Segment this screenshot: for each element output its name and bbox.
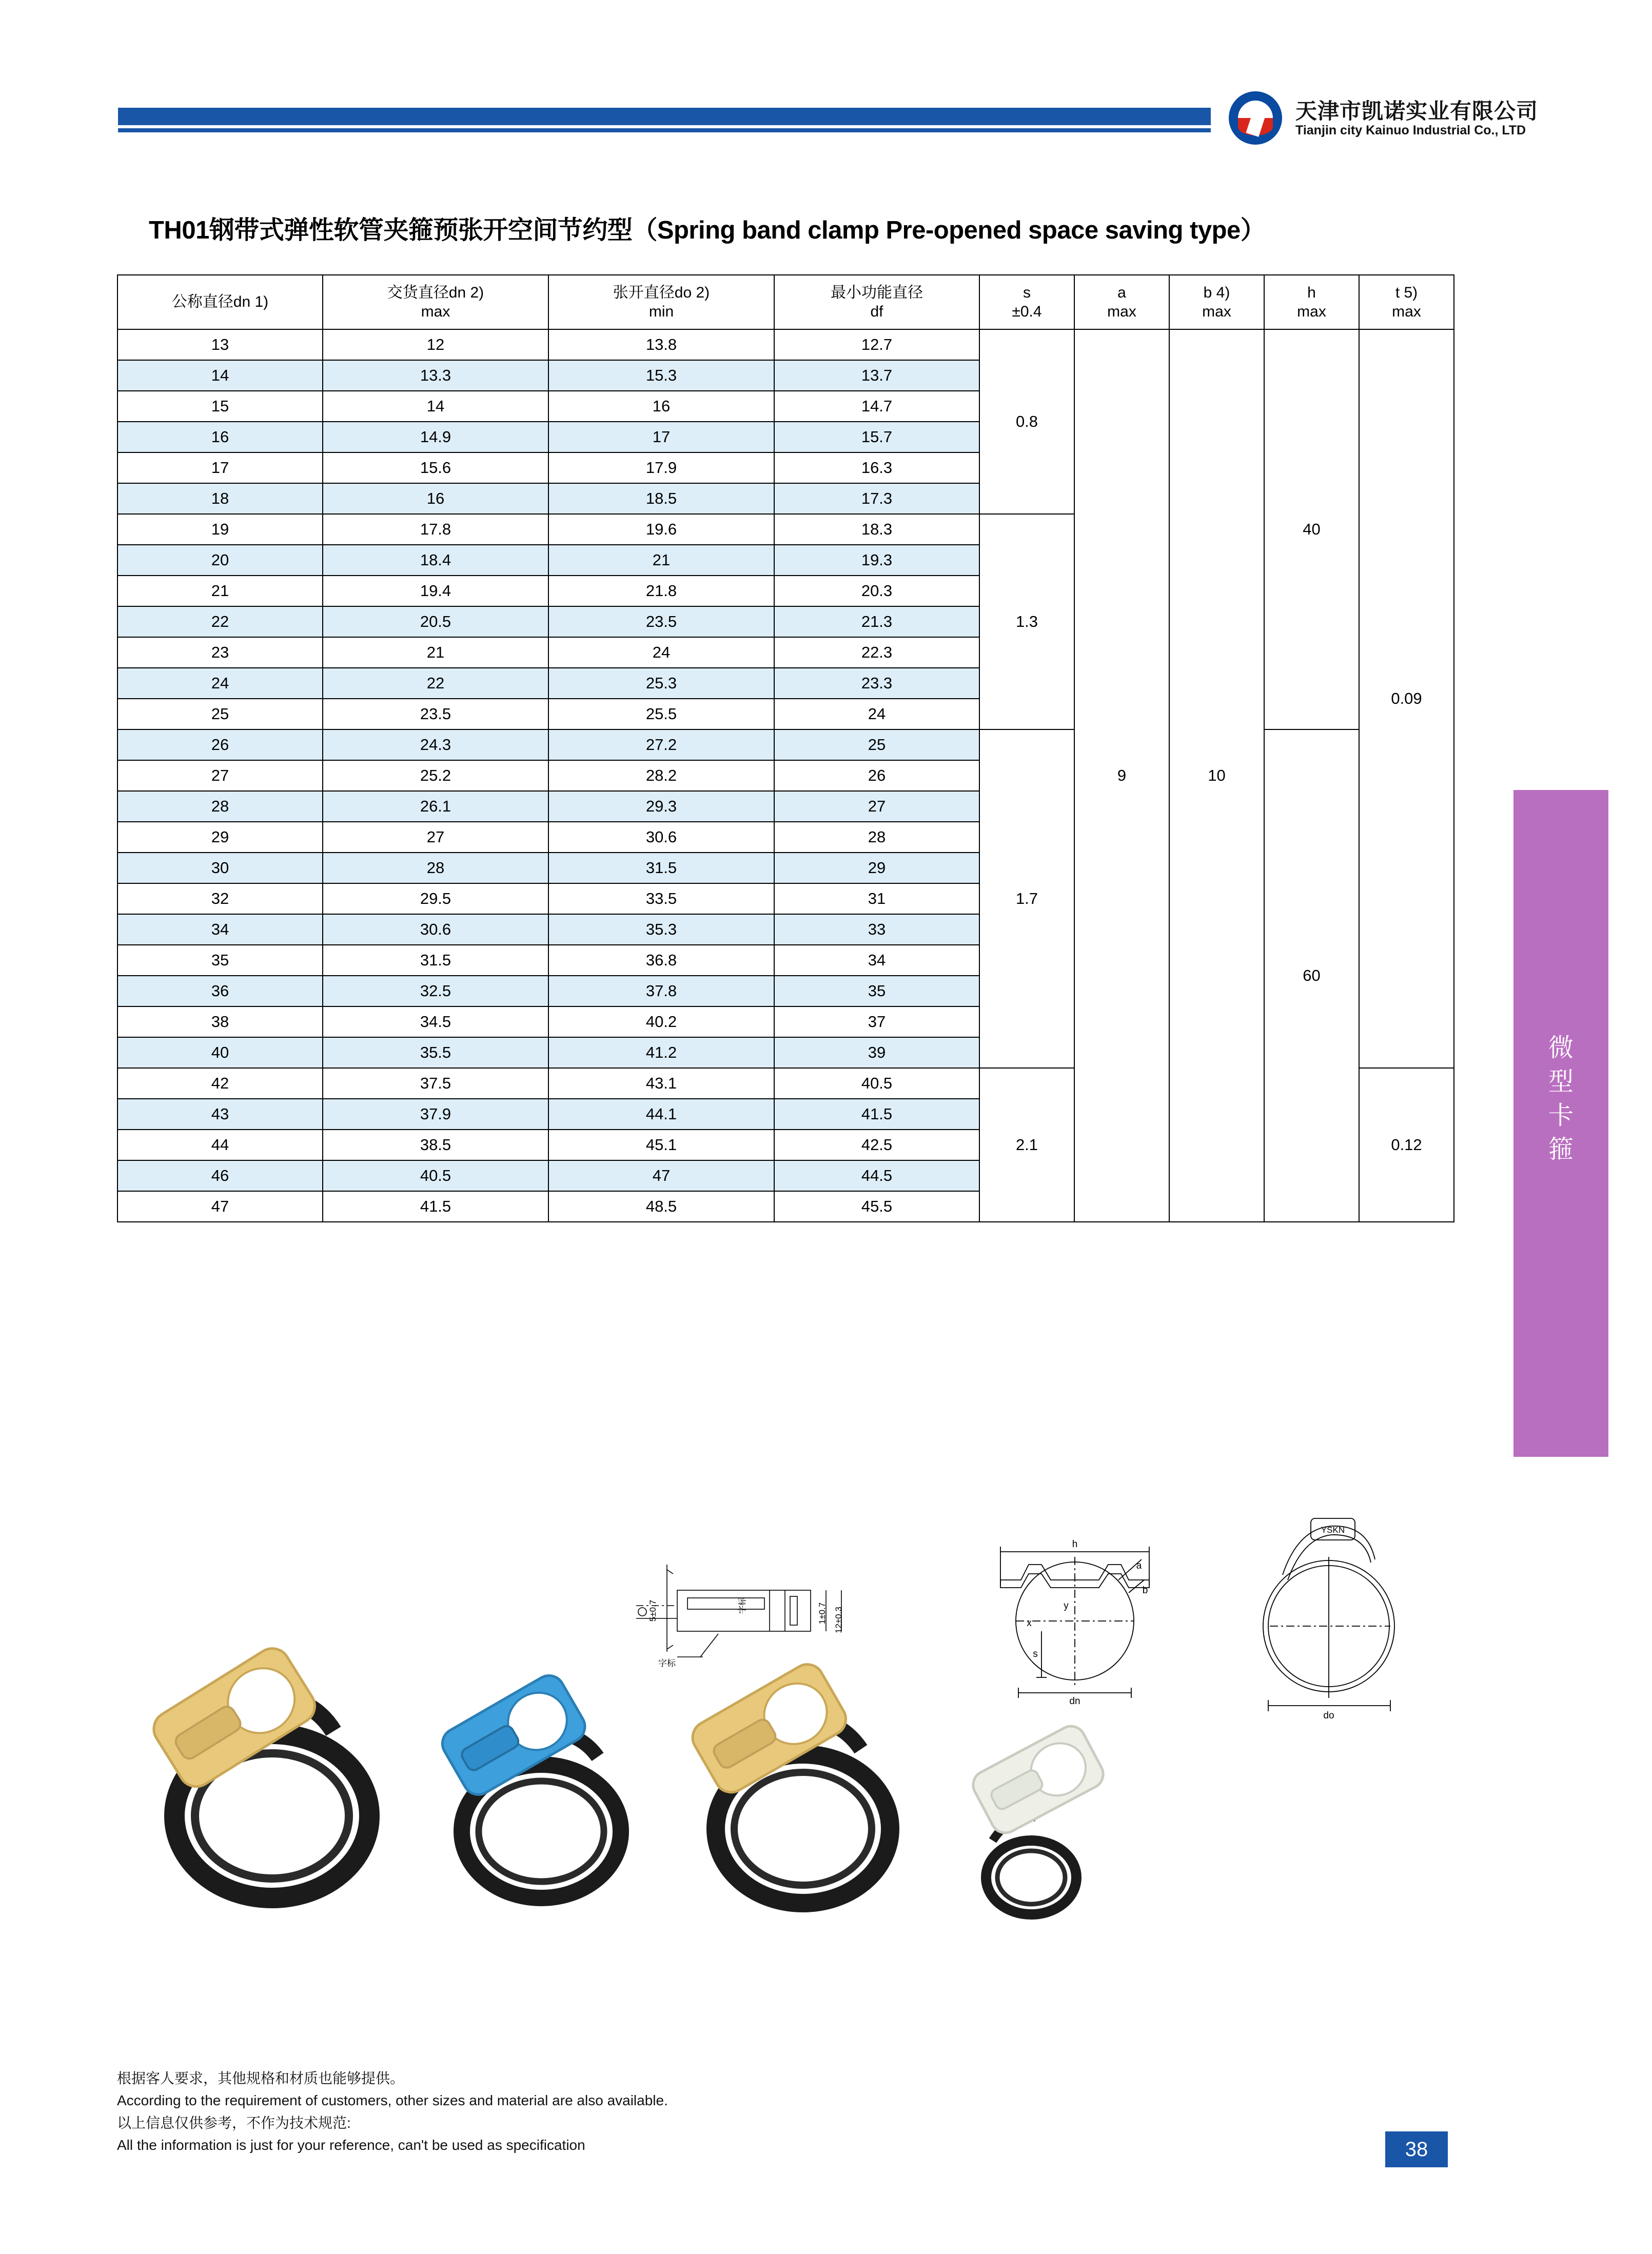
cell-do_min: 35.3 [548,914,774,945]
cell-dn: 21 [117,576,323,606]
cell-dn: 42 [117,1068,323,1099]
cell-df: 26 [774,760,979,791]
zibiao-label-1: 字标 [658,1658,676,1668]
cell-dn: 38 [117,1006,323,1037]
cell-dn_max: 14 [323,391,548,422]
cell-dn_max: 29.5 [323,883,548,914]
table-header-row [117,275,1454,329]
table-body [117,329,1454,1222]
cell-dn_max: 28 [323,853,548,883]
cell-dn_max: 31.5 [323,945,548,976]
cell-dn_max: 35.5 [323,1037,548,1068]
col-header-df: 最小功能直径 df [774,275,979,329]
cell-dn: 17 [117,452,323,483]
dim-1-label: 1±0.7 [817,1602,827,1625]
dim-y-label: y [1064,1600,1069,1611]
dim-5-label: 5±0.7 [648,1599,658,1622]
cell-dn_max: 26.1 [323,791,548,822]
zibiao-label-2: 字标 [738,1597,747,1614]
cell-df: 20.3 [774,576,979,606]
cell-dn: 46 [117,1160,323,1191]
cell-dn_max: 18.4 [323,545,548,576]
cell-df: 22.3 [774,637,979,668]
drawing-clamp-section [965,1503,1190,1729]
cell-df: 14.7 [774,391,979,422]
product-figures [0,1472,1652,2042]
cell-df: 44.5 [774,1160,979,1191]
cell-do_min: 16 [548,391,774,422]
cell-dn_max: 15.6 [323,452,548,483]
col-header-t: t 5) max [1359,275,1454,329]
cell-s: 1.3 [979,514,1074,729]
cell-df: 24 [774,699,979,729]
cell-dn: 27 [117,760,323,791]
col-header-a: a max [1074,275,1169,329]
cell-do_min: 23.5 [548,606,774,637]
col-header-h: h max [1264,275,1359,329]
cell-dn_max: 30.6 [323,914,548,945]
side-tab [1513,790,1608,1457]
dim-a-label: a [1136,1560,1142,1571]
footer-line-3: 以上信息仅供参考，不作为技术规范: [117,2114,351,2131]
cell-t: 0.09 [1359,329,1454,1068]
cell-do_min: 30.6 [548,822,774,853]
cell-dn_max: 24.3 [323,729,548,760]
cell-dn: 16 [117,422,323,452]
header-blue-bar [118,108,1211,125]
cell-do_min: 27.2 [548,729,774,760]
cell-dn_max: 38.5 [323,1130,548,1160]
company-name-en: Tianjin city Kainuo Industrial Co., LTD [1295,123,1526,137]
dim-b-label: b [1142,1585,1148,1596]
cell-do_min: 41.2 [548,1037,774,1068]
cell-df: 33 [774,914,979,945]
cell-dn_max: 40.5 [323,1160,548,1191]
side-tab-char: 卡 [1548,1102,1574,1130]
cell-do_min: 29.3 [548,791,774,822]
company-name-cn: 天津市凯诺实业有限公司 [1295,99,1539,123]
cell-do_min: 17 [548,422,774,452]
cell-dn: 19 [117,514,323,545]
dim-do-label: do [1323,1710,1334,1721]
cell-dn: 15 [117,391,323,422]
cell-dn: 24 [117,668,323,699]
cell-t: 0.12 [1359,1068,1454,1222]
cell-dn: 44 [117,1130,323,1160]
col-header-dn: 公称直径dn 1) [117,275,323,329]
cell-dn: 20 [117,545,323,576]
spec-table [117,274,1454,1222]
cell-dn: 32 [117,883,323,914]
cell-s: 0.8 [979,329,1074,514]
page-header [0,87,1652,149]
cell-df: 34 [774,945,979,976]
cell-dn: 43 [117,1099,323,1130]
cell-h: 60 [1264,729,1359,1222]
cell-dn_max: 12 [323,329,548,360]
cell-df: 16.3 [774,452,979,483]
cell-dn_max: 32.5 [323,976,548,1006]
dim-12-label: 12±0.3 [834,1607,843,1633]
side-tab-char: 微 [1548,1034,1574,1062]
cell-dn_max: 22 [323,668,548,699]
product-photo-yellow-mid [662,1636,934,1913]
cell-df: 41.5 [774,1099,979,1130]
cell-dn_max: 13.3 [323,360,548,391]
cell-dn_max: 20.5 [323,606,548,637]
cell-df: 28 [774,822,979,853]
cell-do_min: 43.1 [548,1068,774,1099]
cell-h: 40 [1264,329,1359,729]
cell-dn: 30 [117,853,323,883]
cell-dn_max: 14.9 [323,422,548,452]
cell-dn: 35 [117,945,323,976]
header-blue-bar-thin [118,128,1211,132]
side-tab-char: 型 [1548,1068,1574,1096]
cell-df: 25 [774,729,979,760]
cell-do_min: 37.8 [548,976,774,1006]
cell-df: 27 [774,791,979,822]
page-number: 38 [1385,2131,1448,2167]
cell-do_min: 21.8 [548,576,774,606]
cell-dn_max: 16 [323,483,548,514]
cell-dn: 22 [117,606,323,637]
cell-dn_max: 21 [323,637,548,668]
cell-df: 39 [774,1037,979,1068]
cell-dn: 25 [117,699,323,729]
cell-a: 9 [1074,329,1169,1222]
cell-s: 2.1 [979,1068,1074,1222]
cell-do_min: 47 [548,1160,774,1191]
cell-df: 31 [774,883,979,914]
cell-dn_max: 25.2 [323,760,548,791]
col-header-do-min: 张开直径do 2) min [548,275,774,329]
side-tab-char: 箍 [1548,1136,1574,1164]
cell-do_min: 40.2 [548,1006,774,1037]
cell-dn: 13 [117,329,323,360]
cell-df: 35 [774,976,979,1006]
cell-do_min: 17.9 [548,452,774,483]
cell-do_min: 25.3 [548,668,774,699]
cell-df: 40.5 [774,1068,979,1099]
cell-df: 42.5 [774,1130,979,1160]
col-header-s: s ±0.4 [979,275,1074,329]
cell-do_min: 48.5 [548,1191,774,1222]
cell-dn_max: 34.5 [323,1006,548,1037]
table-row [117,329,1454,360]
cell-s: 1.7 [979,729,1074,1068]
cell-do_min: 45.1 [548,1130,774,1160]
col-header-b: b 4) max [1169,275,1264,329]
cell-dn: 18 [117,483,323,514]
footer-notes [117,2067,1348,2157]
cell-df: 21.3 [774,606,979,637]
cell-do_min: 31.5 [548,853,774,883]
drawing-clamp-assembly [1221,1498,1437,1729]
kainuo-circle-logo-icon [1229,91,1282,145]
cell-df: 13.7 [774,360,979,391]
cell-dn: 34 [117,914,323,945]
cell-b: 10 [1169,329,1264,1222]
dim-h-label: h [1072,1539,1078,1550]
cell-dn_max: 37.9 [323,1099,548,1130]
cell-df: 15.7 [774,422,979,452]
cell-df: 37 [774,1006,979,1037]
cell-dn: 14 [117,360,323,391]
side-tab-label [1513,1031,1608,1167]
cell-df: 17.3 [774,483,979,514]
col-header-dn-max: 交货直径dn 2) max [323,275,548,329]
cell-dn_max: 27 [323,822,548,853]
cell-do_min: 36.8 [548,945,774,976]
cell-df: 12.7 [774,329,979,360]
product-photo-white [944,1708,1144,1924]
cell-df: 19.3 [774,545,979,576]
cell-do_min: 25.5 [548,699,774,729]
product-photo-blue [416,1647,657,1908]
cell-dn_max: 23.5 [323,699,548,729]
company-logo [1229,87,1537,149]
cell-dn: 47 [117,1191,323,1222]
brand-mark-label: YSKN [1321,1525,1345,1535]
dim-x-label: x [1027,1618,1032,1629]
cell-do_min: 28.2 [548,760,774,791]
page-title: TH01钢带式弹性软管夹箍预张开空间节约型（Spring band clamp Pre-opened space saving type） [149,216,1266,244]
footer-line-1: 根据客人要求，其他规格和材质也能够提供。 [117,2070,405,2086]
cell-do_min: 18.5 [548,483,774,514]
cell-dn_max: 37.5 [323,1068,548,1099]
cell-do_min: 15.3 [548,360,774,391]
dim-dn-label: dn [1069,1696,1080,1707]
cell-do_min: 21 [548,545,774,576]
dim-s-label: s [1033,1649,1038,1659]
cell-dn: 23 [117,637,323,668]
cell-df: 18.3 [774,514,979,545]
cell-df: 45.5 [774,1191,979,1222]
cell-dn_max: 41.5 [323,1191,548,1222]
cell-do_min: 19.6 [548,514,774,545]
cell-do_min: 33.5 [548,883,774,914]
cell-do_min: 44.1 [548,1099,774,1130]
cell-dn_max: 19.4 [323,576,548,606]
cell-df: 23.3 [774,668,979,699]
cell-dn: 28 [117,791,323,822]
cell-dn_max: 17.8 [323,514,548,545]
footer-line-2: According to the requirement of customers, other sizes and material are also available. [117,2092,668,2109]
cell-df: 29 [774,853,979,883]
cell-dn: 36 [117,976,323,1006]
footer-line-4: All the information is just for your reference, can't be used as specification [117,2137,585,2153]
cell-do_min: 13.8 [548,329,774,360]
product-photo-yellow-large [118,1616,416,1908]
cell-dn: 26 [117,729,323,760]
cell-dn: 29 [117,822,323,853]
spec-table-container [117,274,1453,1222]
cell-do_min: 24 [548,637,774,668]
cell-dn: 40 [117,1037,323,1068]
